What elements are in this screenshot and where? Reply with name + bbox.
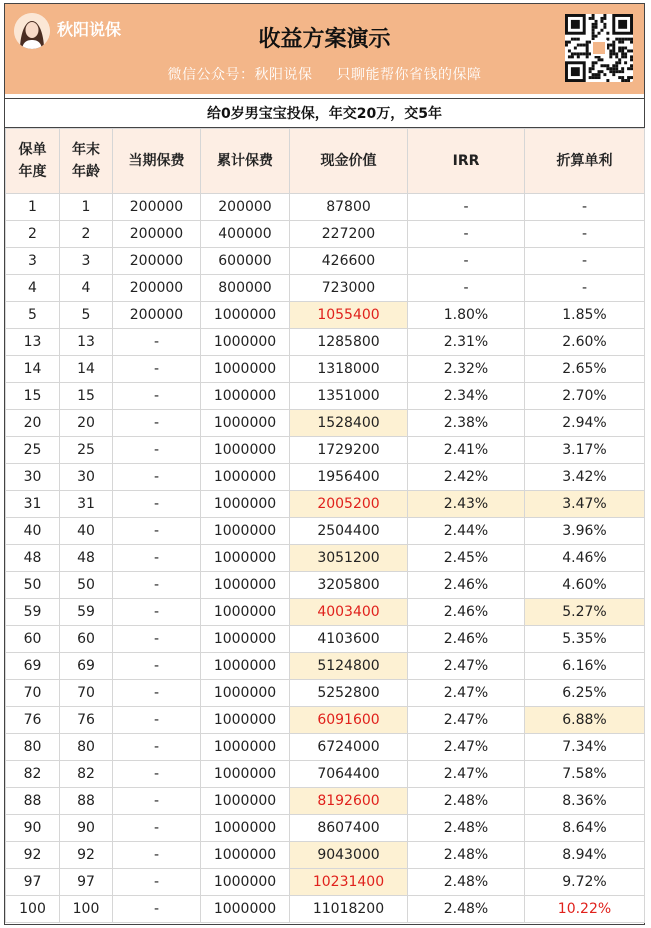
cell-irr: 2.48% <box>408 788 525 815</box>
cell-premium: - <box>113 356 201 383</box>
cell-cash-value: 426600 <box>290 248 408 275</box>
cell-cash-value: 5252800 <box>290 680 408 707</box>
cell-simple-interest: - <box>525 275 645 302</box>
table-row <box>6 221 645 248</box>
cell-simple-interest: - <box>525 221 645 248</box>
table-row <box>6 545 645 572</box>
cell-year: 15 <box>6 383 60 410</box>
cell-year: 4 <box>6 275 60 302</box>
cell-cumulative: 1000000 <box>201 680 290 707</box>
cell-cash-value: 1729200 <box>290 437 408 464</box>
cell-irr: 2.32% <box>408 356 525 383</box>
cell-simple-interest: 3.42% <box>525 464 645 491</box>
cell-simple-interest: 10.22% <box>525 896 645 923</box>
cell-cumulative: 1000000 <box>201 437 290 464</box>
cell-cumulative: 1000000 <box>201 302 290 329</box>
table-row <box>6 464 645 491</box>
cell-irr: 2.45% <box>408 545 525 572</box>
cell-cumulative: 1000000 <box>201 383 290 410</box>
cell-simple-interest: 6.25% <box>525 680 645 707</box>
cell-cumulative: 1000000 <box>201 707 290 734</box>
table-row <box>6 410 645 437</box>
cell-premium: 200000 <box>113 221 201 248</box>
cell-premium: - <box>113 815 201 842</box>
cell-premium: - <box>113 464 201 491</box>
cell-simple-interest: 8.36% <box>525 788 645 815</box>
cell-irr: 2.42% <box>408 464 525 491</box>
cell-simple-interest: 9.72% <box>525 869 645 896</box>
cell-irr: 2.38% <box>408 410 525 437</box>
cell-year: 20 <box>6 410 60 437</box>
cell-cumulative: 1000000 <box>201 572 290 599</box>
cell-irr: 2.47% <box>408 761 525 788</box>
cell-cash-value: 1318000 <box>290 356 408 383</box>
col-header-irr: IRR <box>408 129 525 194</box>
cell-premium: 200000 <box>113 275 201 302</box>
table-row <box>6 680 645 707</box>
cell-age: 40 <box>60 518 113 545</box>
cell-age: 80 <box>60 734 113 761</box>
cell-age: 13 <box>60 329 113 356</box>
cell-year: 82 <box>6 761 60 788</box>
cell-premium: - <box>113 842 201 869</box>
cell-year: 1 <box>6 194 60 221</box>
cell-cumulative: 200000 <box>201 194 290 221</box>
cell-premium: 200000 <box>113 302 201 329</box>
cell-cash-value: 4103600 <box>290 626 408 653</box>
cell-cumulative: 1000000 <box>201 761 290 788</box>
cell-age: 15 <box>60 383 113 410</box>
cell-premium: - <box>113 410 201 437</box>
cell-year: 90 <box>6 815 60 842</box>
cell-irr: 1.80% <box>408 302 525 329</box>
page-frame <box>4 3 645 925</box>
cell-simple-interest: 3.17% <box>525 437 645 464</box>
cell-cumulative: 1000000 <box>201 869 290 896</box>
page-title: 收益方案演示 <box>258 27 391 52</box>
cell-age: 5 <box>60 302 113 329</box>
cell-simple-interest: 1.85% <box>525 302 645 329</box>
cell-irr: - <box>408 194 525 221</box>
cell-cash-value: 4003400 <box>290 599 408 626</box>
cell-cash-value: 227200 <box>290 221 408 248</box>
cell-cumulative: 1000000 <box>201 410 290 437</box>
cell-premium: - <box>113 491 201 518</box>
cell-cumulative: 1000000 <box>201 491 290 518</box>
cell-irr: 2.41% <box>408 437 525 464</box>
cell-cumulative: 1000000 <box>201 734 290 761</box>
cell-cash-value: 723000 <box>290 275 408 302</box>
slogan: 只聊能帮你省钱的保障 <box>336 67 482 83</box>
cell-age: 31 <box>60 491 113 518</box>
cell-year: 97 <box>6 869 60 896</box>
table-row <box>6 788 645 815</box>
cell-cumulative: 1000000 <box>201 626 290 653</box>
cell-simple-interest: 5.27% <box>525 599 645 626</box>
cell-cumulative: 1000000 <box>201 896 290 923</box>
table-row <box>6 329 645 356</box>
cell-age: 60 <box>60 626 113 653</box>
returns-table <box>5 128 645 923</box>
cell-age: 92 <box>60 842 113 869</box>
cell-year: 50 <box>6 572 60 599</box>
cell-premium: 200000 <box>113 248 201 275</box>
cell-premium: - <box>113 653 201 680</box>
cell-year: 88 <box>6 788 60 815</box>
cell-cash-value: 1956400 <box>290 464 408 491</box>
cell-simple-interest: 2.65% <box>525 356 645 383</box>
qr-code-icon <box>565 14 633 82</box>
cell-premium: - <box>113 437 201 464</box>
cell-simple-interest: 8.94% <box>525 842 645 869</box>
table-row <box>6 194 645 221</box>
cell-year: 40 <box>6 518 60 545</box>
cell-cumulative: 1000000 <box>201 653 290 680</box>
cell-irr: 2.48% <box>408 842 525 869</box>
table-row <box>6 275 645 302</box>
cell-cash-value: 1285800 <box>290 329 408 356</box>
cell-age: 2 <box>60 221 113 248</box>
cell-cash-value: 6091600 <box>290 707 408 734</box>
cell-cumulative: 800000 <box>201 275 290 302</box>
cell-irr: 2.46% <box>408 599 525 626</box>
cell-premium: - <box>113 545 201 572</box>
col-header-age: 年末 年龄 <box>60 129 113 194</box>
table-row <box>6 599 645 626</box>
cell-year: 2 <box>6 221 60 248</box>
cell-cumulative: 1000000 <box>201 464 290 491</box>
cell-year: 31 <box>6 491 60 518</box>
cell-age: 48 <box>60 545 113 572</box>
table-row <box>6 734 645 761</box>
table-header-row <box>6 129 645 194</box>
cell-irr: 2.48% <box>408 815 525 842</box>
table-row <box>6 869 645 896</box>
cell-cash-value: 1528400 <box>290 410 408 437</box>
cell-age: 88 <box>60 788 113 815</box>
cell-simple-interest: 3.96% <box>525 518 645 545</box>
cell-age: 70 <box>60 680 113 707</box>
cell-simple-interest: 4.60% <box>525 572 645 599</box>
table-row <box>6 383 645 410</box>
cell-cash-value: 8192600 <box>290 788 408 815</box>
cell-cash-value: 1351000 <box>290 383 408 410</box>
subtitle-line <box>5 64 644 84</box>
cell-age: 69 <box>60 653 113 680</box>
cell-year: 69 <box>6 653 60 680</box>
cell-age: 25 <box>60 437 113 464</box>
cell-cash-value: 3051200 <box>290 545 408 572</box>
cell-irr: - <box>408 275 525 302</box>
cell-simple-interest: 3.47% <box>525 491 645 518</box>
cell-irr: 2.34% <box>408 383 525 410</box>
cell-cumulative: 1000000 <box>201 545 290 572</box>
cell-irr: 2.48% <box>408 896 525 923</box>
wechat-account: 微信公众号：秋阳说保 <box>167 67 313 83</box>
cell-year: 60 <box>6 626 60 653</box>
cell-cumulative: 1000000 <box>201 518 290 545</box>
cell-cumulative: 1000000 <box>201 788 290 815</box>
cell-irr: - <box>408 248 525 275</box>
cell-cumulative: 1000000 <box>201 842 290 869</box>
table-caption: 给0岁男宝宝投保，年交20万，交5年 <box>5 98 644 128</box>
col-header-premium: 当期保费 <box>113 129 201 194</box>
cell-year: 14 <box>6 356 60 383</box>
cell-premium: - <box>113 761 201 788</box>
cell-simple-interest: - <box>525 248 645 275</box>
cell-cash-value: 9043000 <box>290 842 408 869</box>
col-header-simple-interest: 折算单利 <box>525 129 645 194</box>
table-row <box>6 626 645 653</box>
table-row <box>6 842 645 869</box>
col-header-year: 保单 年度 <box>6 129 60 194</box>
cell-irr: 2.43% <box>408 491 525 518</box>
cell-simple-interest: 4.46% <box>525 545 645 572</box>
table-row <box>6 356 645 383</box>
cell-year: 70 <box>6 680 60 707</box>
cell-cash-value: 5124800 <box>290 653 408 680</box>
cell-irr: 2.48% <box>408 869 525 896</box>
cell-year: 5 <box>6 302 60 329</box>
cell-premium: - <box>113 734 201 761</box>
cell-age: 90 <box>60 815 113 842</box>
cell-irr: 2.44% <box>408 518 525 545</box>
cell-age: 4 <box>60 275 113 302</box>
cell-simple-interest: 2.70% <box>525 383 645 410</box>
col-header-cash-value: 现金价值 <box>290 129 408 194</box>
table-row <box>6 653 645 680</box>
cell-year: 80 <box>6 734 60 761</box>
cell-age: 1 <box>60 194 113 221</box>
col-header-cumulative: 累计保费 <box>201 129 290 194</box>
cell-simple-interest: 5.35% <box>525 626 645 653</box>
cell-year: 48 <box>6 545 60 572</box>
table-row <box>6 815 645 842</box>
cell-age: 76 <box>60 707 113 734</box>
cell-simple-interest: - <box>525 194 645 221</box>
cell-simple-interest: 8.64% <box>525 815 645 842</box>
cell-cash-value: 8607400 <box>290 815 408 842</box>
cell-simple-interest: 6.88% <box>525 707 645 734</box>
cell-year: 76 <box>6 707 60 734</box>
table-body <box>6 194 645 923</box>
cell-premium: - <box>113 572 201 599</box>
cell-age: 3 <box>60 248 113 275</box>
cell-cumulative: 1000000 <box>201 815 290 842</box>
cell-irr: 2.46% <box>408 572 525 599</box>
cell-cash-value: 1055400 <box>290 302 408 329</box>
cell-year: 13 <box>6 329 60 356</box>
cell-cash-value: 2005200 <box>290 491 408 518</box>
cell-cash-value: 6724000 <box>290 734 408 761</box>
cell-premium: - <box>113 707 201 734</box>
cell-simple-interest: 7.58% <box>525 761 645 788</box>
cell-irr: 2.31% <box>408 329 525 356</box>
cell-age: 50 <box>60 572 113 599</box>
cell-irr: 2.47% <box>408 653 525 680</box>
cell-age: 82 <box>60 761 113 788</box>
cell-premium: - <box>113 869 201 896</box>
cell-premium: - <box>113 329 201 356</box>
cell-irr: 2.47% <box>408 707 525 734</box>
table-row <box>6 437 645 464</box>
cell-simple-interest: 2.94% <box>525 410 645 437</box>
table-row <box>6 761 645 788</box>
cell-cumulative: 600000 <box>201 248 290 275</box>
cell-year: 100 <box>6 896 60 923</box>
cell-cash-value: 10231400 <box>290 869 408 896</box>
cell-year: 92 <box>6 842 60 869</box>
cell-cash-value: 7064400 <box>290 761 408 788</box>
cell-premium: - <box>113 599 201 626</box>
cell-cumulative: 400000 <box>201 221 290 248</box>
cell-simple-interest: 6.16% <box>525 653 645 680</box>
cell-premium: 200000 <box>113 194 201 221</box>
cell-premium: - <box>113 680 201 707</box>
cell-cumulative: 1000000 <box>201 599 290 626</box>
cell-age: 59 <box>60 599 113 626</box>
cell-premium: - <box>113 788 201 815</box>
cell-age: 100 <box>60 896 113 923</box>
cell-year: 30 <box>6 464 60 491</box>
brand-name: 秋阳说保 <box>57 20 122 39</box>
cell-year: 3 <box>6 248 60 275</box>
cell-premium: - <box>113 518 201 545</box>
cell-irr: 2.47% <box>408 734 525 761</box>
cell-cumulative: 1000000 <box>201 329 290 356</box>
table-row <box>6 896 645 923</box>
cell-year: 25 <box>6 437 60 464</box>
cell-simple-interest: 7.34% <box>525 734 645 761</box>
cell-simple-interest: 2.60% <box>525 329 645 356</box>
cell-premium: - <box>113 383 201 410</box>
cell-year: 59 <box>6 599 60 626</box>
table-row <box>6 572 645 599</box>
cell-premium: - <box>113 626 201 653</box>
cell-irr: 2.47% <box>408 680 525 707</box>
cell-age: 97 <box>60 869 113 896</box>
cell-age: 30 <box>60 464 113 491</box>
cell-cumulative: 1000000 <box>201 356 290 383</box>
table-row <box>6 707 645 734</box>
cell-cash-value: 87800 <box>290 194 408 221</box>
header-banner <box>5 4 644 94</box>
table-row <box>6 302 645 329</box>
table-row <box>6 518 645 545</box>
cell-irr: 2.46% <box>408 626 525 653</box>
cell-cash-value: 3205800 <box>290 572 408 599</box>
cell-age: 14 <box>60 356 113 383</box>
cell-cash-value: 11018200 <box>290 896 408 923</box>
cell-irr: - <box>408 221 525 248</box>
cell-age: 20 <box>60 410 113 437</box>
cell-premium: - <box>113 896 201 923</box>
table-row <box>6 248 645 275</box>
cell-cash-value: 2504400 <box>290 518 408 545</box>
table-row <box>6 491 645 518</box>
